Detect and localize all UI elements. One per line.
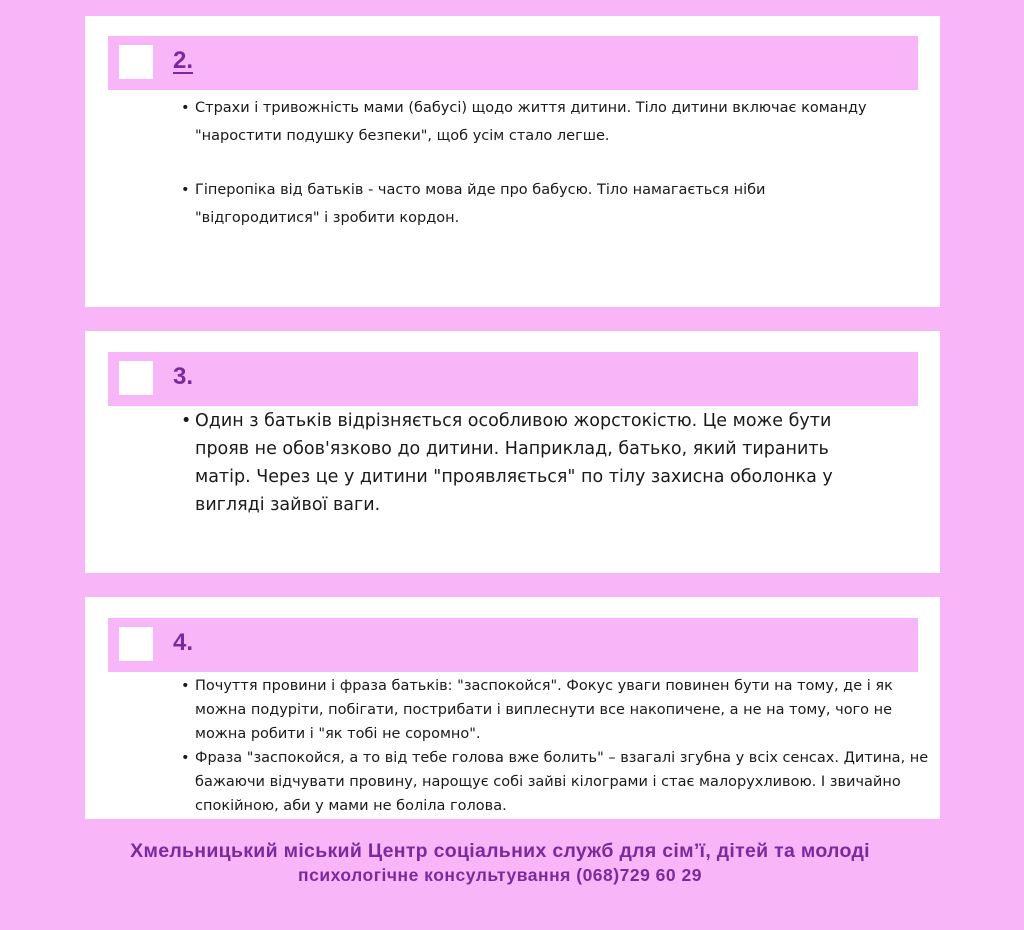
footer bbox=[0, 838, 1000, 886]
list-item: • Гіперопіка від батьків - часто мова йде про бабусю. Тіло намагається ніби "відгородитися" і зробити кордон. bbox=[181, 176, 881, 232]
list-item: • Фраза "заспокойся, а то від тебе голова вже болить" – взагалі згубна у всіх сенсах. Дитина, не бажаючи відчувати провину, нарощує собі зайві кілограми і стає малорухливою. І звичайно спокійною, аби у мами не боліла голова. bbox=[181, 746, 946, 818]
bullet-list bbox=[181, 674, 946, 818]
section-card-3 bbox=[85, 331, 940, 573]
list-item: • Почуття провини і фраза батьків: "заспокойся". Фокус уваги повинен бути на тому, де і як можна подуріти, побігати, пострибати і виплеснути все накопичене, а не на тому, чого не можна робити і "як тобі не соромно". bbox=[181, 674, 946, 746]
list-item: • Страхи і тривожність мами (бабусі) щодо життя дитини. Тіло дитини включає команду "наростити подушку безпеки", щоб усім стало легше. bbox=[181, 94, 881, 150]
section-card-4 bbox=[85, 597, 940, 819]
list-item: • Один з батьків відрізняється особливою жорстокістю. Це може бути прояв не обов'язково до дитини. Наприклад, батько, який тиранить матір. Через це у дитини "проявляється" по тілу захисна оболонка у вигляді зайвої ваги. bbox=[181, 407, 841, 519]
section-number: 2. bbox=[173, 47, 194, 74]
section-header-2 bbox=[108, 36, 918, 90]
section-header-4 bbox=[108, 618, 918, 672]
checkbox-square bbox=[119, 361, 153, 395]
checkbox-square bbox=[119, 627, 153, 661]
checkbox-square bbox=[119, 45, 153, 79]
bullet-list bbox=[181, 407, 841, 519]
bullet-list bbox=[181, 94, 881, 232]
section-card-2 bbox=[85, 16, 940, 307]
section-header-3 bbox=[108, 352, 918, 406]
section-number: 3. bbox=[173, 363, 194, 390]
organization-name: Хмельницький міський Центр соціальних служб для сім’ї, дітей та молоді bbox=[130, 840, 870, 862]
section-number: 4. bbox=[173, 629, 194, 656]
contact-line: психологічне консультування (068)729 60 29 bbox=[298, 865, 702, 885]
